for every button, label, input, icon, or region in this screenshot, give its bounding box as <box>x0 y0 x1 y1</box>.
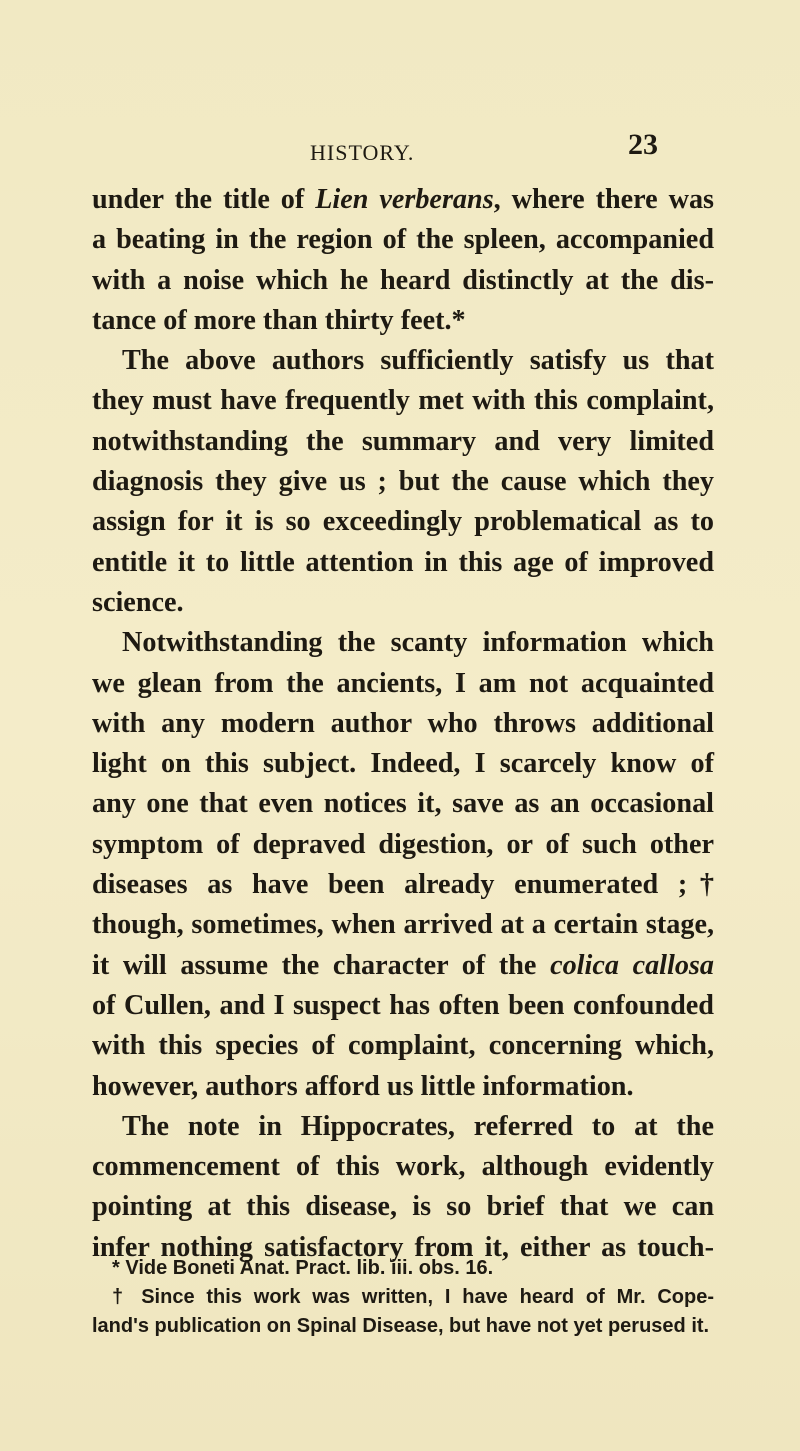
text-line: of Cullen, and I suspect has often been confounded <box>92 989 714 1021</box>
page-header <box>0 128 800 168</box>
text-line: though, sometimes, when arrived at a certain stage, <box>92 909 714 941</box>
text-line: The above authors sufficiently satisfy us that <box>122 345 714 377</box>
body-text <box>92 180 714 1268</box>
text-line: entitle it to little attention in this age of improved <box>92 546 714 578</box>
text-line: tance of more than thirty feet.* <box>92 304 466 336</box>
text-line: with a noise which he heard distinctly at the dis- <box>92 264 714 296</box>
text-line: however, authors afford us little information. <box>92 1070 634 1102</box>
italic-phrase: colica callosa <box>550 949 714 981</box>
text-line: we glean from the ancients, I am not acquainted <box>92 667 714 699</box>
text-line: with any modern author who throws additional <box>92 707 714 739</box>
footnote: * Vide Boneti Anat. Pract. lib. iii. obs. 16. <box>112 1257 494 1279</box>
italic-phrase: Lien verberans <box>315 184 494 215</box>
text-line: any one that even notices it, save as an occasional <box>92 788 714 820</box>
text-line: diseases as have been already enumerated ;† <box>92 869 714 901</box>
footnote: land's publication on Spinal Disease, but have not yet perused it. <box>92 1315 710 1337</box>
text-line: pointing at this disease, is so brief that we can <box>92 1191 714 1223</box>
running-head: HISTORY. <box>310 140 415 165</box>
text-line: diagnosis they give us ; but the cause which they <box>92 466 714 498</box>
text-line: infer nothing satisfactory from it, either as touch- <box>92 1231 714 1263</box>
text-line: symptom of depraved digestion, or of such other <box>92 828 714 860</box>
text-line: commencement of this work, although evidently <box>92 1151 714 1183</box>
text-line: Notwithstanding the scanty information which <box>122 627 714 659</box>
text-line: notwithstanding the summary and very limited <box>92 425 714 457</box>
page-number: 23 <box>628 128 658 161</box>
text-line: under the title of Lien verberans, where there was <box>92 184 715 215</box>
text-line: light on this subject. Indeed, I scarcely know of <box>92 748 714 780</box>
text-line: science. <box>92 586 184 618</box>
text-line: it will assume the character of the colica callosa <box>92 949 714 981</box>
text-line: with this species of complaint, concerning which, <box>92 1030 714 1062</box>
text-line: a beating in the region of the spleen, accompanied <box>92 224 714 256</box>
footnotes <box>92 1254 714 1341</box>
text-line: assign for it is so exceedingly problematical as to <box>92 506 714 538</box>
footnote: † Since this work was written, I have heard of Mr. Cope- <box>112 1286 714 1308</box>
text-line: The note in Hippocrates, referred to at the <box>122 1110 714 1142</box>
text-line: they must have frequently met with this complaint, <box>92 385 714 417</box>
